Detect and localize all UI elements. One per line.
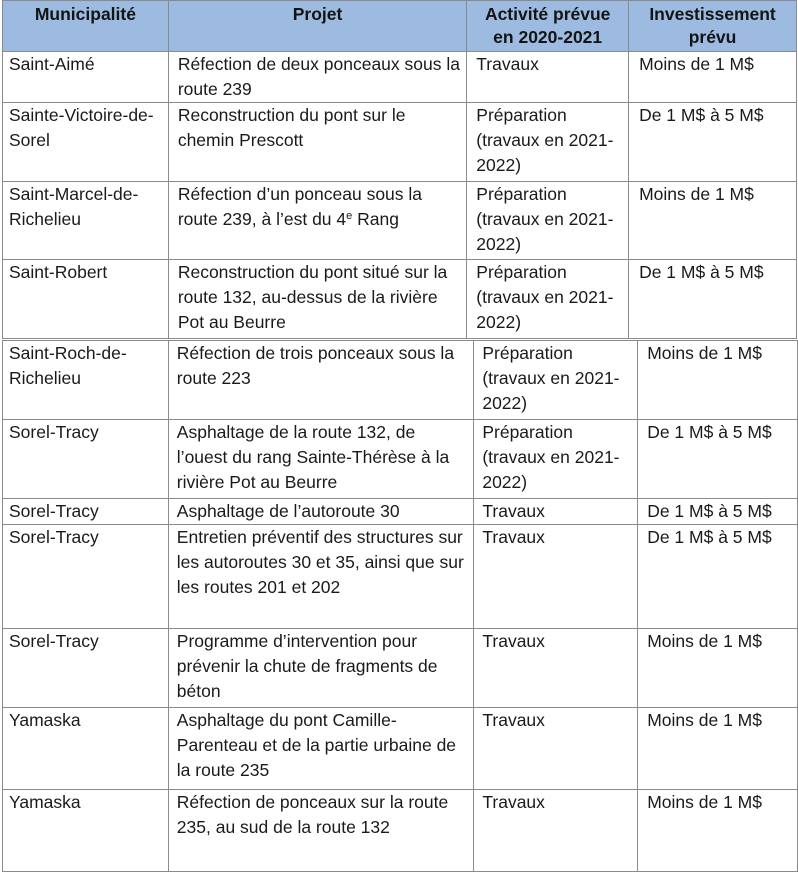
- table-row: [3, 629, 798, 708]
- table-row: [3, 52, 797, 103]
- cell-activite: Travaux: [467, 52, 629, 103]
- cell-activite: Travaux: [474, 708, 638, 790]
- cell-municipalite: Saint-Robert: [3, 260, 169, 339]
- table-row: [3, 260, 797, 339]
- cell-municipalite: Yamaska: [3, 790, 169, 872]
- cell-municipalite: Sorel-Tracy: [3, 420, 169, 499]
- cell-investissement: De 1 M$ à 5 M$: [638, 525, 798, 629]
- cell-activite: Préparation (travaux en 2021-2022): [474, 420, 638, 499]
- cell-investissement: De 1 M$ à 5 M$: [629, 260, 797, 339]
- cell-municipalite: Saint-Aimé: [3, 52, 169, 103]
- cell-investissement: Moins de 1 M$: [638, 790, 798, 872]
- table-header-row: [3, 1, 797, 52]
- cell-investissement: De 1 M$ à 5 M$: [629, 103, 797, 182]
- cell-activite: Préparation (travaux en 2021-2022): [467, 260, 629, 339]
- header-municipalite: Municipalité: [3, 1, 169, 52]
- cell-municipalite: Sorel-Tracy: [3, 629, 169, 708]
- table-row: [3, 341, 798, 420]
- cell-investissement: Moins de 1 M$: [638, 708, 798, 790]
- cell-activite: Travaux: [474, 499, 638, 525]
- cell-projet: Programme d’intervention pour prévenir la chute de fragments de béton: [168, 629, 474, 708]
- projet-text-b: Rang: [352, 209, 399, 229]
- header-investissement: Investissement prévu: [629, 1, 797, 52]
- projects-table-part2: [2, 340, 798, 872]
- cell-investissement: Moins de 1 M$: [629, 182, 797, 260]
- cell-municipalite: Saint-Roch-de-Richelieu: [3, 341, 169, 420]
- cell-projet: Asphaltage de l’autoroute 30: [168, 499, 474, 525]
- cell-municipalite: Sorel-Tracy: [3, 525, 169, 629]
- table-row: [3, 525, 798, 629]
- table-row: [3, 420, 798, 499]
- cell-investissement: Moins de 1 M$: [638, 341, 798, 420]
- projects-table-part1: [2, 0, 797, 339]
- cell-municipalite: Yamaska: [3, 708, 169, 790]
- table-row: [3, 103, 797, 182]
- cell-activite: Préparation (travaux en 2021-2022): [467, 182, 629, 260]
- superscript-e: e: [346, 210, 353, 222]
- projet-text-a: Réfection d’un ponceau sous la route 239, à l’est du 4: [177, 184, 423, 229]
- table-row: [3, 708, 798, 790]
- cell-projet: Réfection de ponceaux sur la route 235, au sud de la route 132: [168, 790, 474, 872]
- cell-projet: Reconstruction du pont situé sur la route 132, au-dessus de la rivière Pot au Beurre: [168, 260, 466, 339]
- cell-activite: Travaux: [474, 525, 638, 629]
- cell-investissement: De 1 M$ à 5 M$: [638, 499, 798, 525]
- cell-investissement: Moins de 1 M$: [629, 52, 797, 103]
- cell-investissement: De 1 M$ à 5 M$: [638, 420, 798, 499]
- table-row: [3, 499, 798, 525]
- cell-activite: Travaux: [474, 629, 638, 708]
- cell-projet: Reconstruction du pont sur le chemin Prescott: [168, 103, 466, 182]
- cell-projet: Réfection de trois ponceaux sous la route 223: [168, 341, 474, 420]
- cell-activite: Préparation (travaux en 2021-2022): [474, 341, 638, 420]
- cell-municipalite: Sainte-Victoire-de-Sorel: [3, 103, 169, 182]
- cell-projet: Asphaltage du pont Camille-Parenteau et de la partie urbaine de la route 235: [168, 708, 474, 790]
- cell-activite: Préparation (travaux en 2021-2022): [467, 103, 629, 182]
- cell-projet: Entretien préventif des structures sur les autoroutes 30 et 35, ainsi que sur les routes 201 et 202: [168, 525, 474, 629]
- cell-municipalite: Sorel-Tracy: [3, 499, 169, 525]
- cell-municipalite: Saint-Marcel-de-Richelieu: [3, 182, 169, 260]
- header-projet: Projet: [168, 1, 466, 52]
- table-row: [3, 790, 798, 872]
- cell-projet: Asphaltage de la route 132, de l’ouest du rang Sainte-Thérèse à la rivière Pot au Beurre: [168, 420, 474, 499]
- cell-projet: [168, 182, 466, 260]
- header-activite: Activité prévue en 2020-2021: [467, 1, 629, 52]
- cell-activite: Travaux: [474, 790, 638, 872]
- table-row: [3, 182, 797, 260]
- cell-investissement: Moins de 1 M$: [638, 629, 798, 708]
- cell-projet: Réfection de deux ponceaux sous la route 239: [168, 52, 466, 103]
